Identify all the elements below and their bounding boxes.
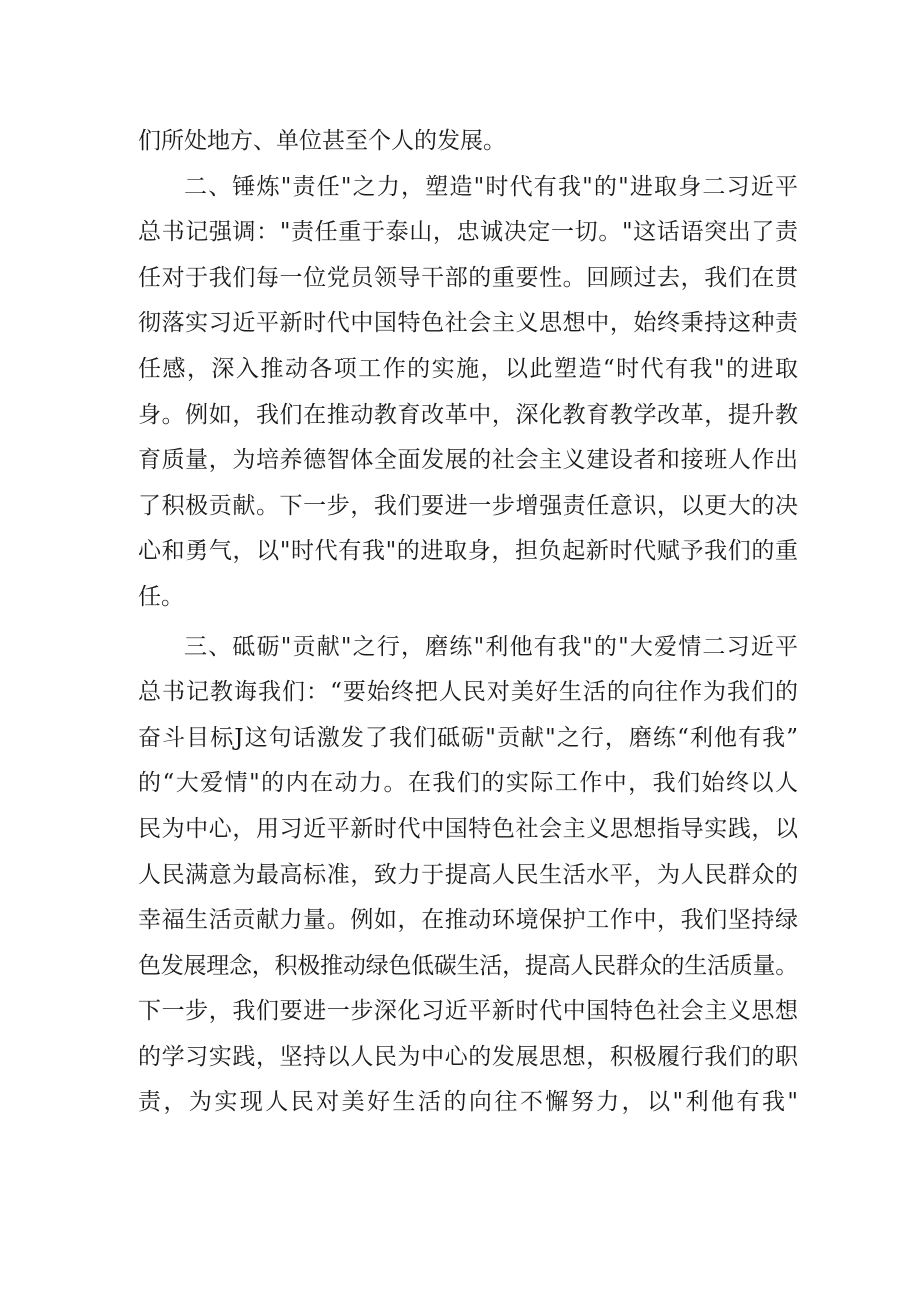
text-line: 任对于我们每一位党员领导干部的重要性。回顾过去，我们在贯 (138, 264, 798, 291)
text-line: 任感，深入推动各项工作的实施，以此塑造“时代有我"的进取 (138, 355, 798, 382)
text-line: 任。 (138, 583, 184, 610)
text-line: 色发展理念，积极推动绿色低碳生活，提高人民群众的生活质量。 (138, 952, 798, 979)
text-line: 总书记强调："责任重于泰山，忠诚决定一切。"这话语突出了责 (138, 219, 798, 246)
text-line: 的“大爱情"的内在动力。在我们的实际工作中，我们始终以人 (138, 770, 798, 797)
text-line: 心和勇气，以"时代有我"的进取身，担负起新时代赋予我们的重 (138, 538, 798, 565)
text-line: 总书记教诲我们：“要始终把人民对美好生活的向往作为我们的 (138, 679, 798, 706)
text-line: 幸福生活贡献力量。例如，在推动环境保护工作中，我们坚持绿 (138, 907, 798, 934)
text-line: 责，为实现人民对美好生活的向往不懈努力，以"利他有我" (138, 1089, 798, 1116)
text-line: 的学习实践，坚持以人民为中心的发展思想，积极履行我们的职 (138, 1043, 798, 1070)
text-line-section-two-heading: 二、锤炼"责任"之力，塑造"时代有我"的"进取身二习近平 (184, 173, 798, 200)
document-body (138, 119, 798, 1126)
text-line: 彻落实习近平新时代中国特色社会主义思想中，始终秉持这种责 (138, 310, 798, 337)
text-line: 们所处地方、单位甚至个人的发展。 (138, 128, 506, 154)
text-line: 育质量，为培养德智体全面发展的社会主义建设者和接班人作出 (138, 447, 798, 474)
text-line-section-three-heading: 三、砥砺"贡献"之行，磨练"利他有我"的"大爱情二习近平 (184, 633, 798, 660)
text-line: 下一步，我们要进一步深化习近平新时代中国特色社会主义思想 (138, 998, 798, 1025)
text-line: 人民满意为最高标准，致力于提高人民生活水平，为人民群众的 (138, 861, 798, 888)
text-line: 奋斗目标J这句话激发了我们砥砺"贡献"之行，磨练“利他有我” (138, 724, 798, 751)
text-line: 了积极贡献。下一步，我们要进一步增强责任意识，以更大的决 (138, 492, 798, 519)
text-line: 民为中心，用习近平新时代中国特色社会主义思想指导实践，以 (138, 815, 798, 842)
text-line: 身。例如，我们在推动教育改革中，深化教育教学改革，提升教 (138, 401, 798, 428)
